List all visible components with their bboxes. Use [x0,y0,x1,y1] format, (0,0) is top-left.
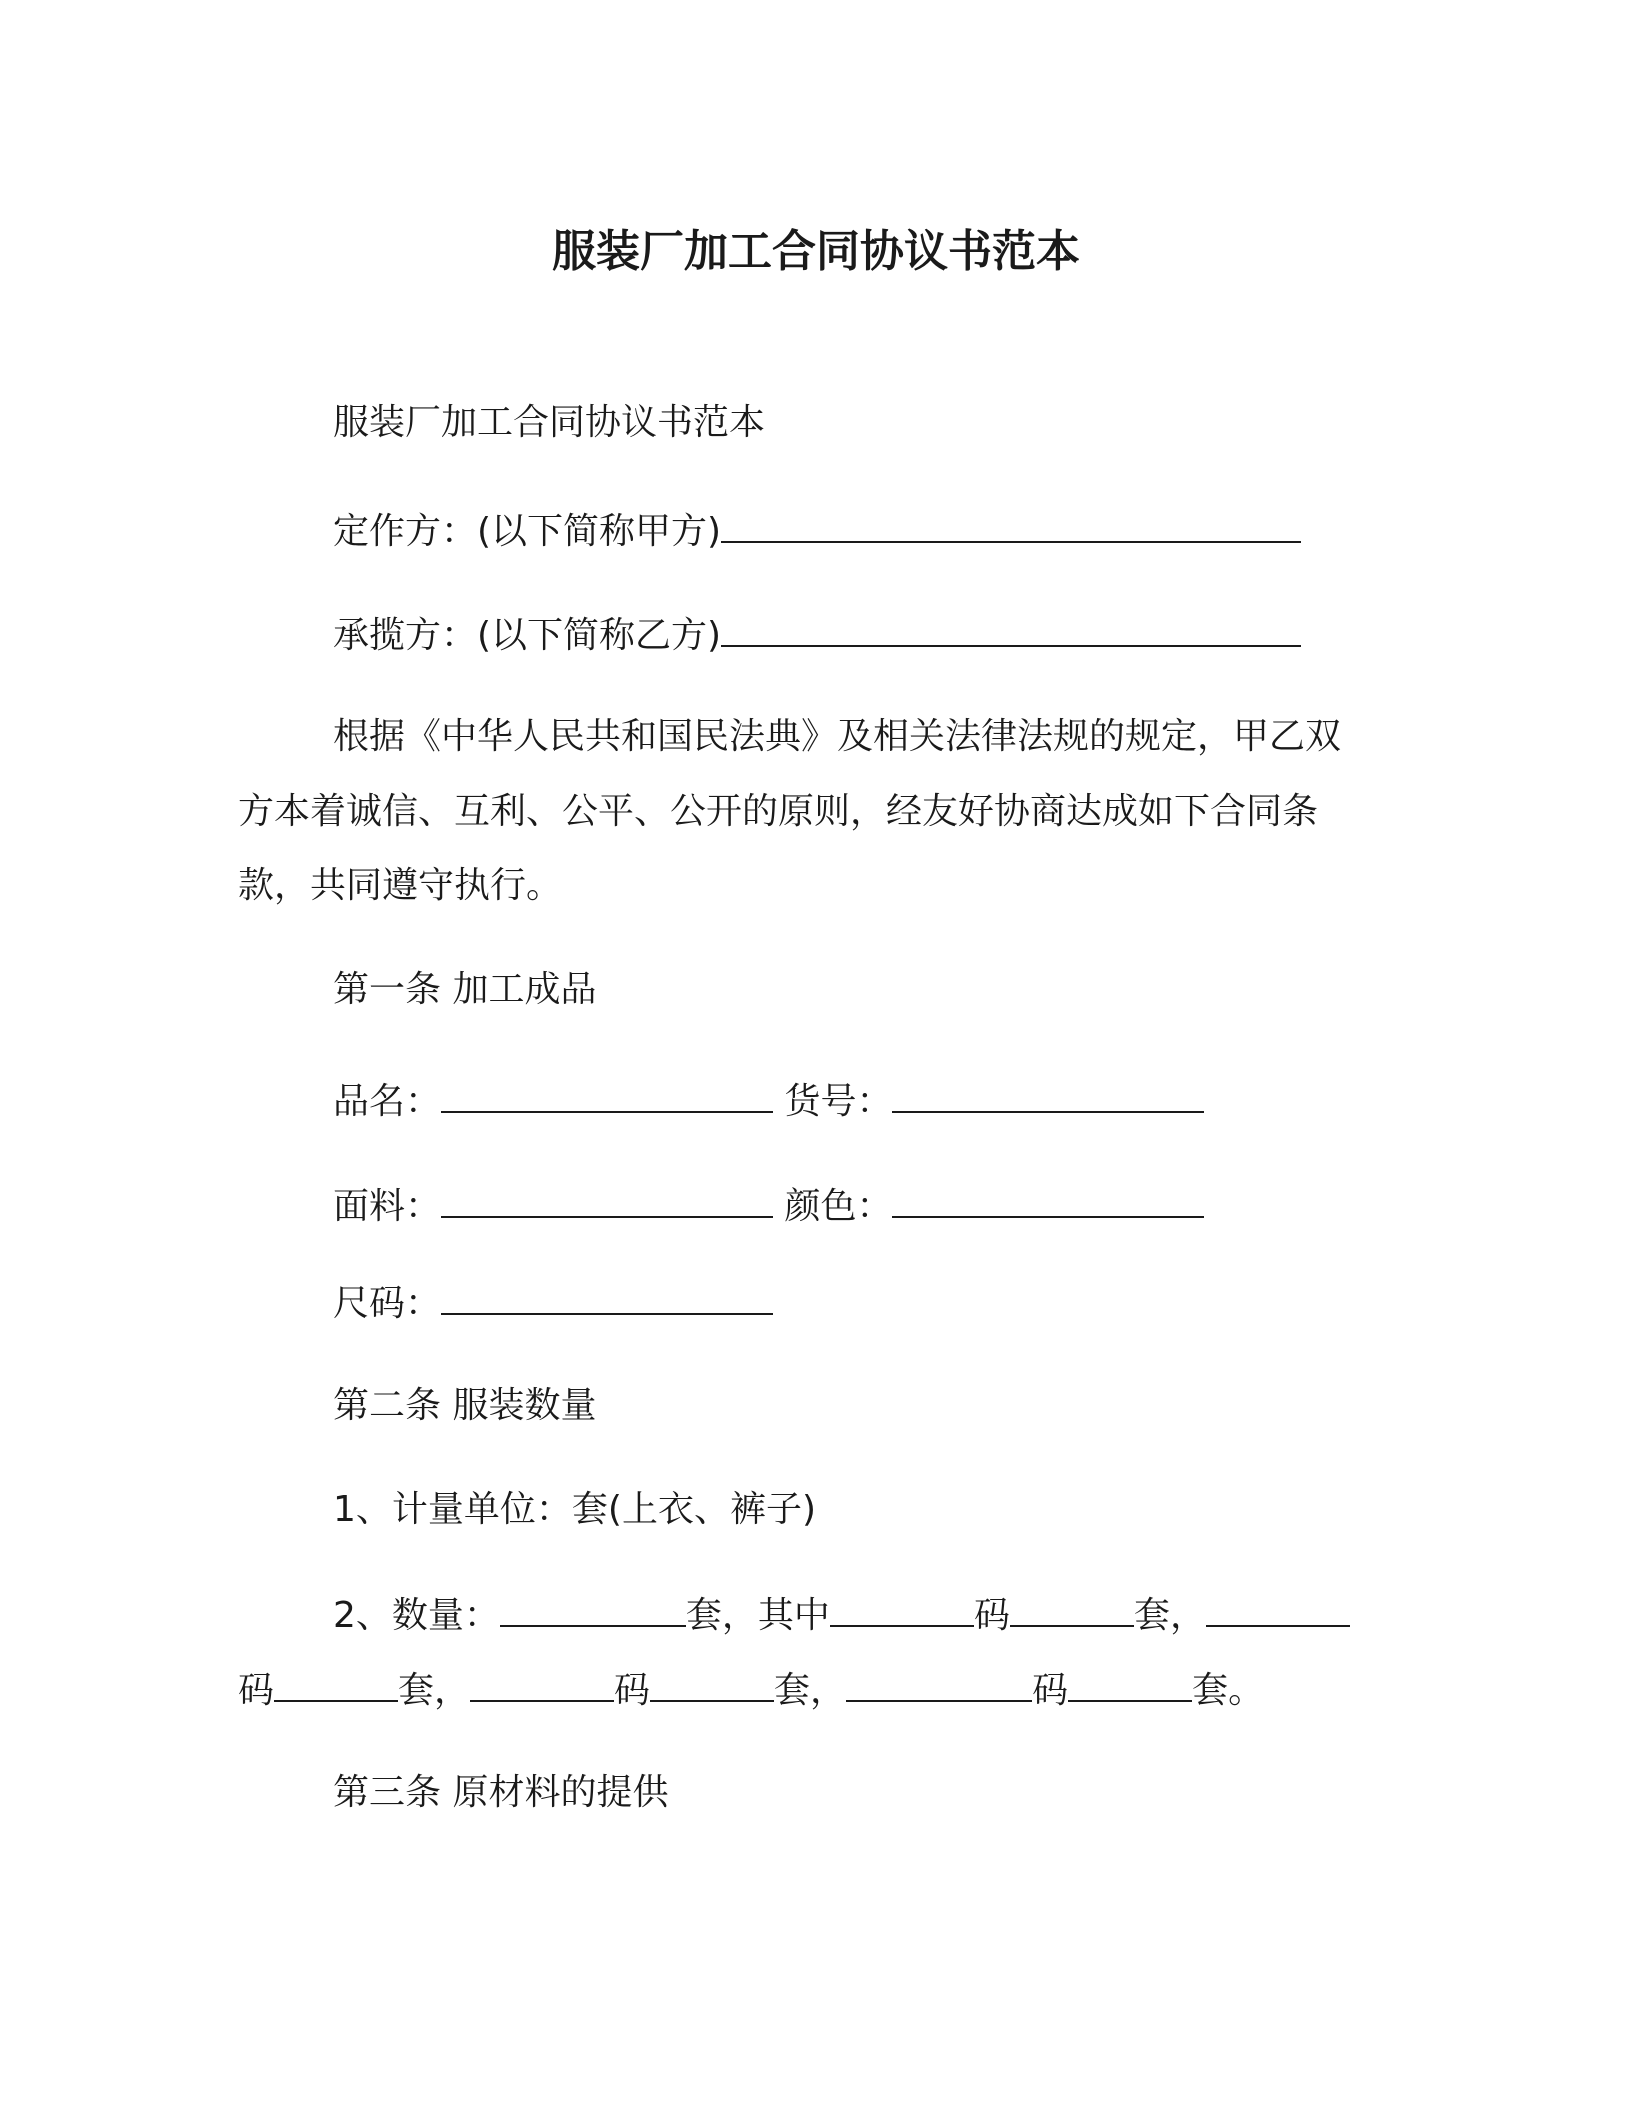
article-2-heading: 第二条 服装数量 [333,1385,597,1426]
party-b-line [333,609,1301,661]
size-code-text: 码 [238,1670,275,1711]
size-code-text: 码 [614,1670,651,1711]
party-a-blank[interactable] [721,505,1301,543]
among-text: 其中 [757,1595,830,1636]
document-title: 服装厂加工合同协议书范本 [552,226,1080,277]
article-3-heading: 第三条 原材料的提供 [333,1772,669,1813]
size-row [333,1277,773,1329]
size-code-blank-3[interactable] [470,1664,614,1702]
article-1-heading: 第一条 加工成品 [333,969,597,1010]
size-code-blank-1[interactable] [830,1589,974,1627]
product-name-blank[interactable] [441,1075,773,1113]
item-number-label: 货号： [784,1081,893,1122]
preamble-line-2: 方本着诚信、互利、公平、公开的原则，经友好协商达成如下合同条 [238,791,1319,832]
set-count-blank-2[interactable] [274,1664,398,1702]
unit-line: 1、计量单位：套(上衣、裤子) [333,1489,816,1530]
fabric-color-row [333,1180,1204,1232]
set-text: 套， [774,1670,847,1711]
set-text: 套， [685,1595,758,1636]
set-text: 套， [1133,1595,1206,1636]
item-number-blank[interactable] [892,1075,1204,1113]
product-name-label: 品名： [333,1081,442,1122]
party-b-label: 承揽方：(以下简称乙方) [333,615,722,656]
fabric-label: 面料： [333,1186,442,1227]
preamble-line-3: 款，共同遵守执行。 [238,865,563,906]
set-count-blank-1[interactable] [1010,1589,1134,1627]
party-a-label: 定作方：(以下简称甲方) [333,511,722,552]
size-blank[interactable] [441,1277,773,1315]
party-b-blank[interactable] [721,609,1301,647]
set-text-end: 套。 [1192,1670,1265,1711]
quantity-line-2 [238,1664,1264,1716]
document-subtitle: 服装厂加工合同协议书范本 [333,402,766,443]
size-code-blank-4[interactable] [846,1664,1032,1702]
size-code-text: 码 [1032,1670,1069,1711]
fabric-blank[interactable] [441,1180,773,1218]
size-code-blank-2[interactable] [1206,1589,1350,1627]
color-label: 颜色： [784,1186,893,1227]
size-label: 尺码： [333,1283,442,1324]
size-code-text: 码 [973,1595,1010,1636]
color-blank[interactable] [892,1180,1204,1218]
party-a-line [333,505,1301,557]
preamble-line-1: 根据《中华人民共和国民法典》及相关法律法规的规定，甲乙双 [333,716,1342,757]
product-name-item-row [333,1075,1204,1127]
quantity-line-1 [333,1589,1350,1641]
set-count-blank-4[interactable] [1068,1664,1192,1702]
set-count-blank-3[interactable] [650,1664,774,1702]
total-quantity-blank[interactable] [500,1589,686,1627]
quantity-label: 2、数量： [333,1595,500,1636]
set-text: 套， [398,1670,471,1711]
